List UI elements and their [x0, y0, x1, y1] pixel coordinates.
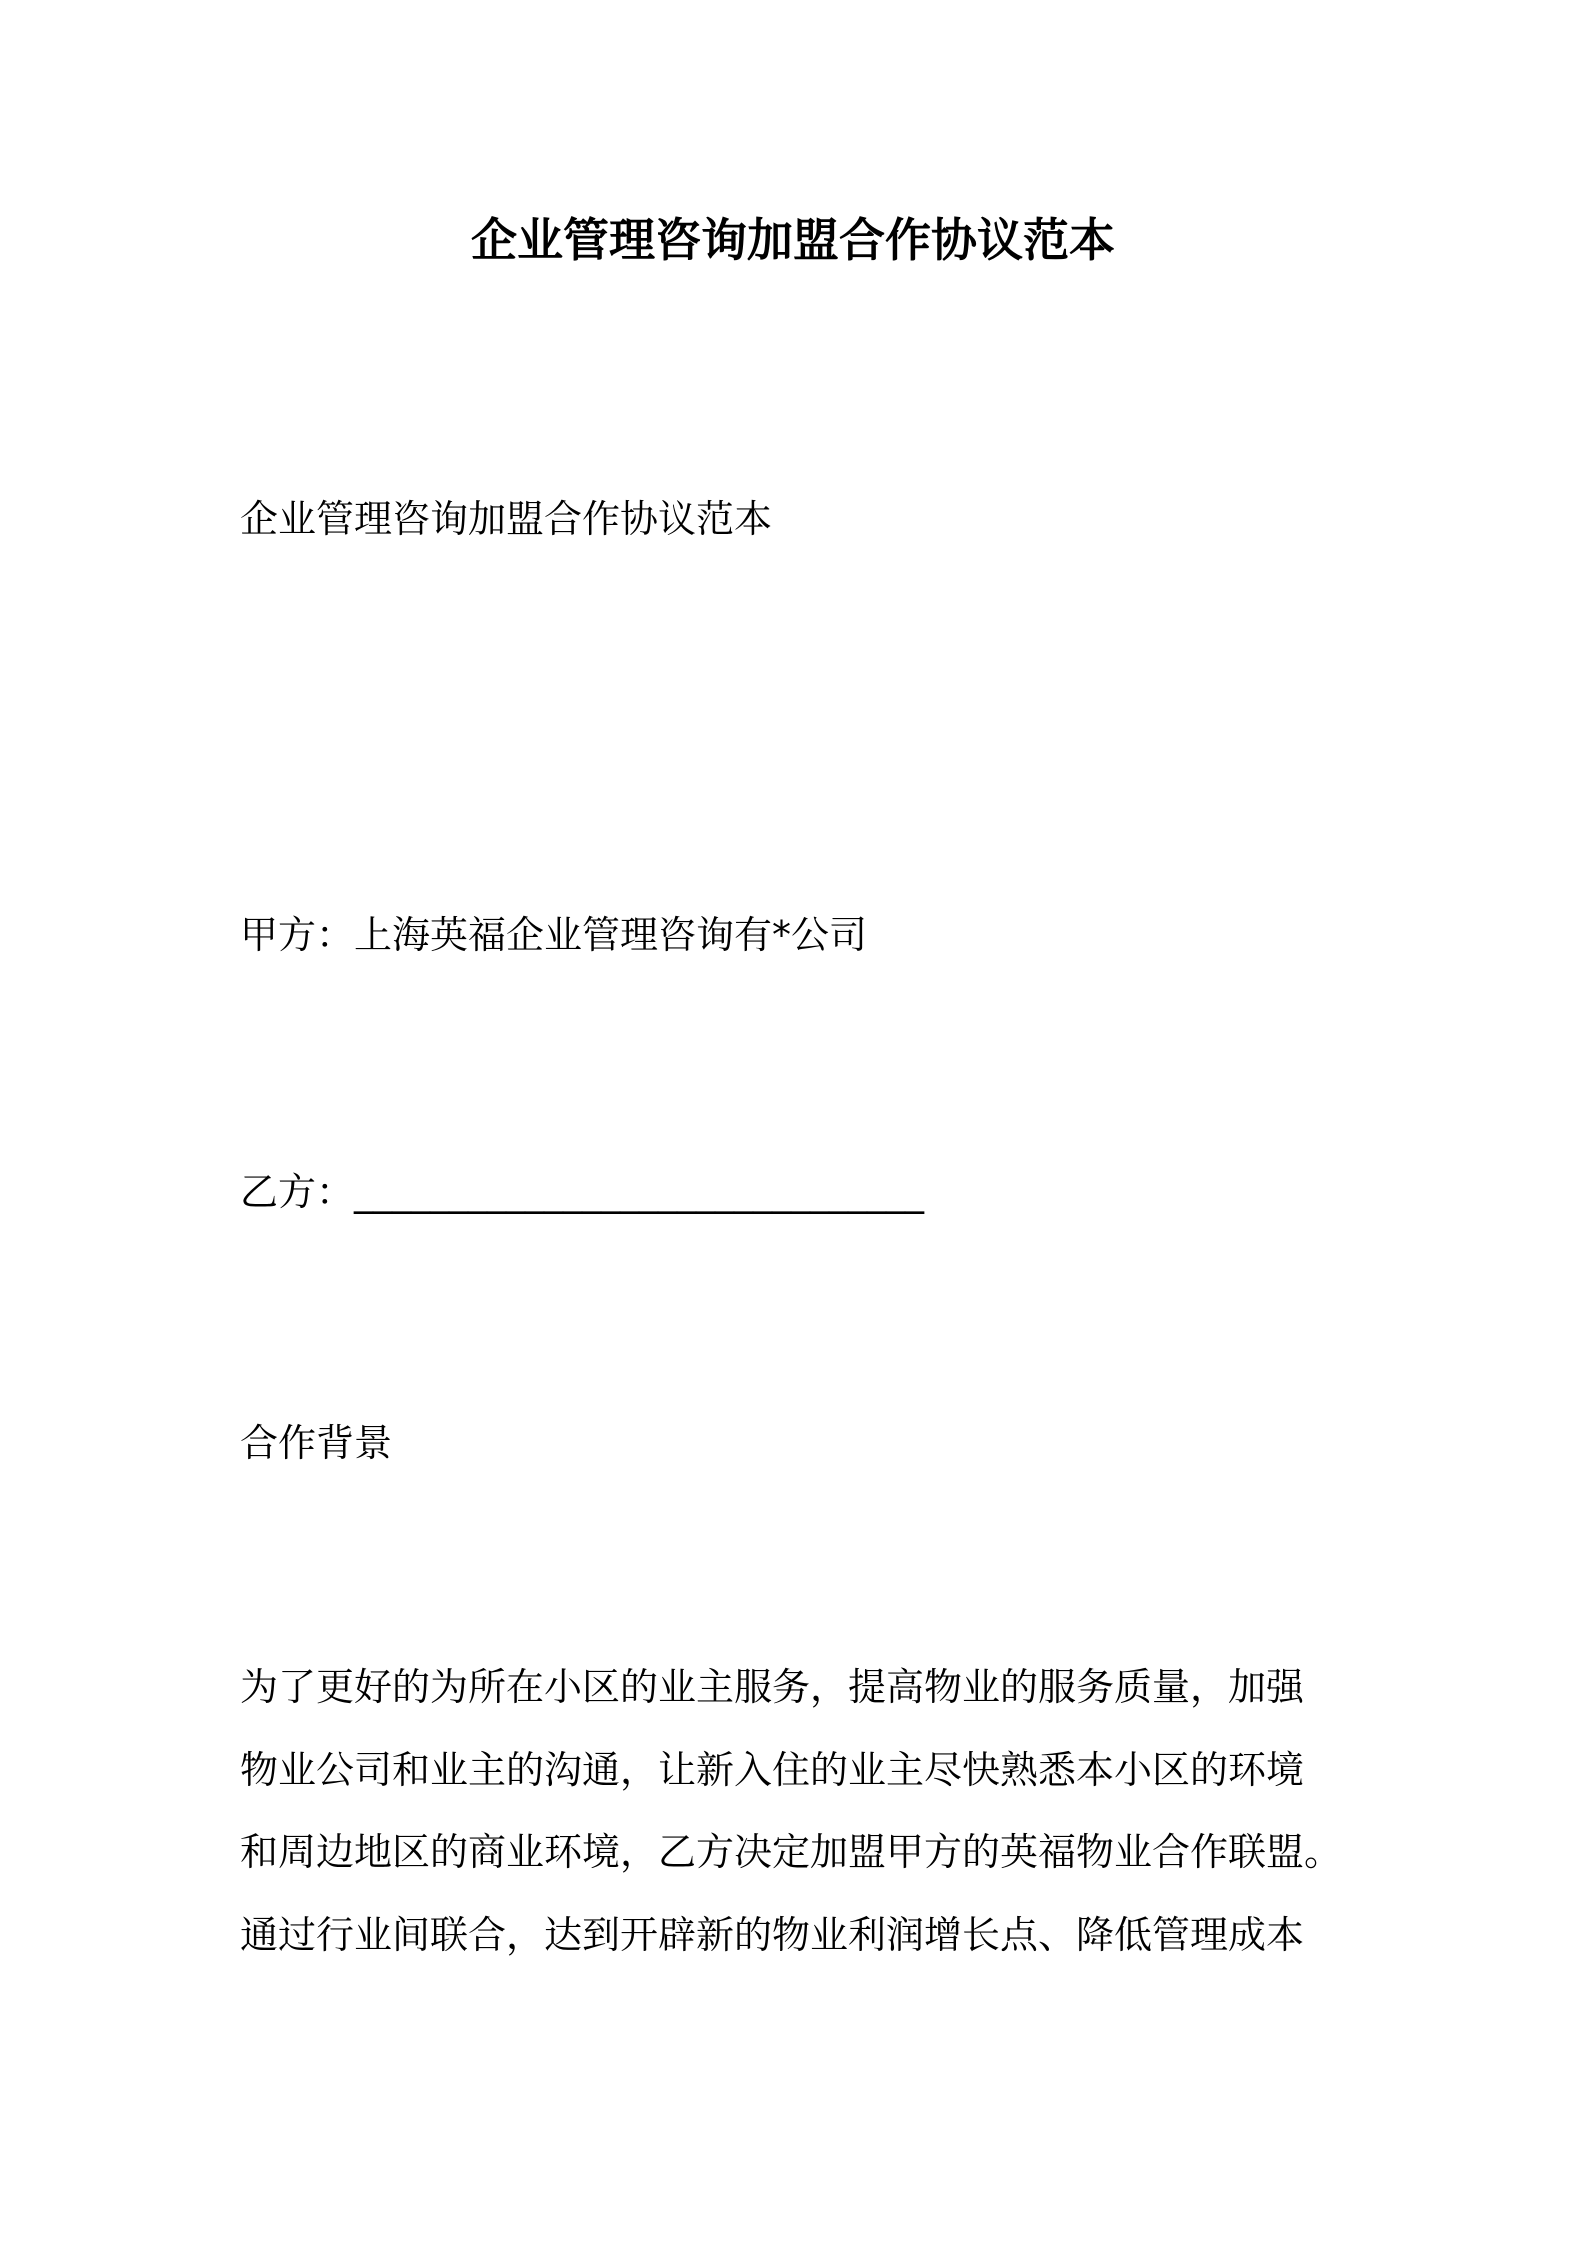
party-b-line: 乙方：______________________________	[240, 1170, 925, 1214]
section-heading: 合作背景	[240, 1421, 393, 1465]
paragraph-line: 和周边地区的商业环境，乙方决定加盟甲方的英福物业合作联盟。	[240, 1830, 1343, 1874]
document-subtitle: 企业管理咨询加盟合作协议范本	[240, 497, 773, 541]
party-a-line: 甲方：上海英福企业管理咨询有*公司	[240, 913, 868, 957]
background-paragraph	[240, 1662, 1390, 1992]
paragraph-line: 物业公司和业主的沟通，让新入住的业主尽快熟悉本小区的环境	[240, 1747, 1305, 1792]
paragraph-line: 通过行业间联合，达到开辟新的物业利润增长点、降低管理成本	[240, 1912, 1305, 1957]
document-title: 企业管理咨询加盟合作协议范本	[471, 213, 1115, 267]
paragraph-line: 为了更好的为所在小区的业主服务，提高物业的服务质量，加强	[240, 1665, 1305, 1709]
